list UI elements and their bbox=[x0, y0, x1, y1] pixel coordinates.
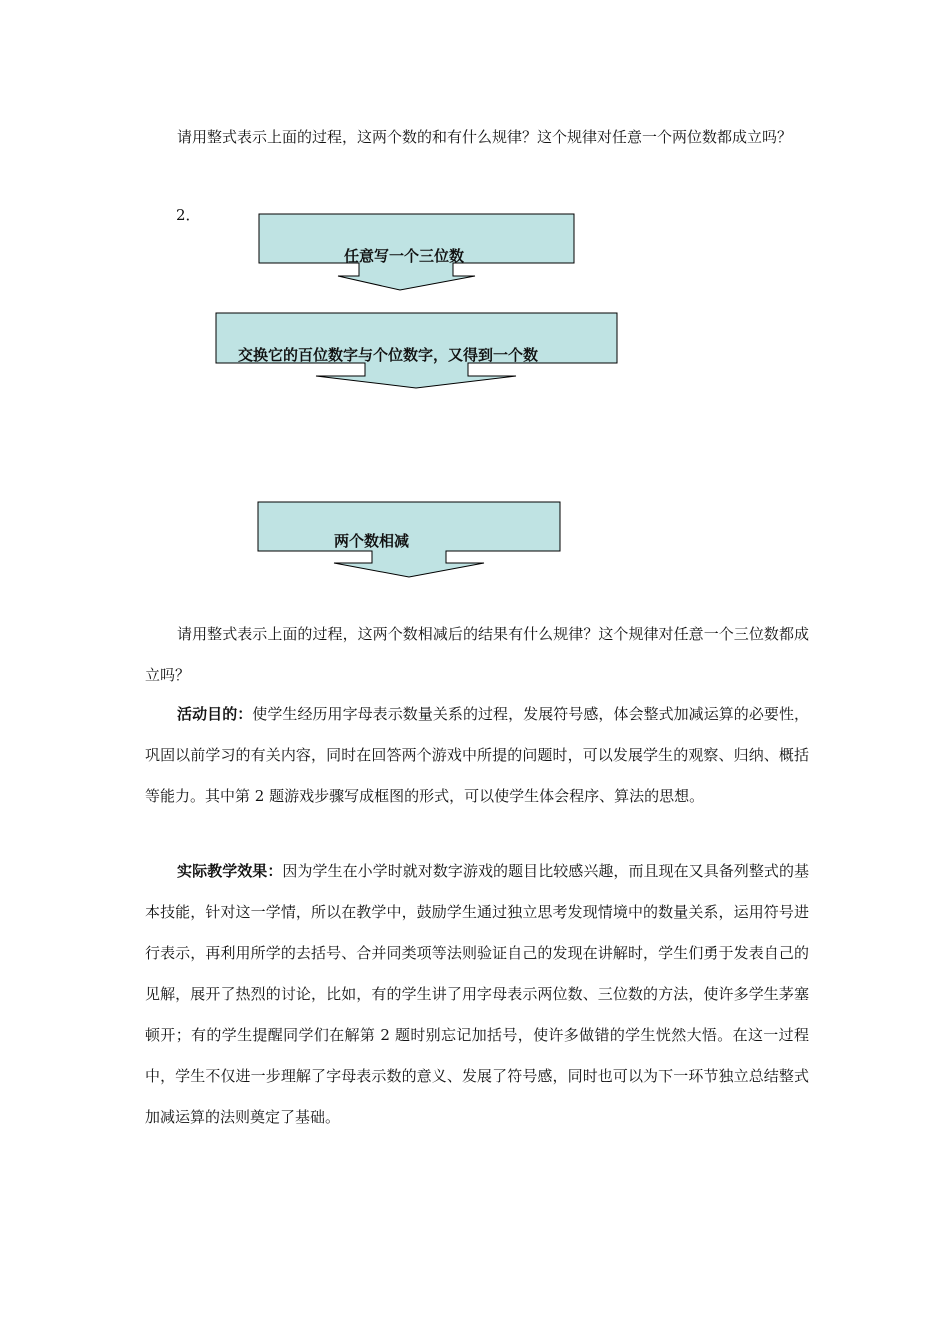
flow-box-2-label: 交换它的百位数字与个位数字，又得到一个数 bbox=[238, 346, 539, 364]
teaching-effect bbox=[145, 851, 809, 1138]
intro-question-text: 请用整式表示上面的过程，这两个数的和有什么规律？这个规律对任意一个两位数都成立吗？ bbox=[177, 128, 793, 146]
flow-box-1-label: 任意写一个三位数 bbox=[344, 247, 465, 265]
step-number: 2． bbox=[176, 206, 201, 224]
activity-goal-text: 使学生经历用字母表示数量关系的过程，发展符号感，体会整式加减运算的必要性，巩固以前学习的有关内容，同时在回答两个游戏中所提的问题时，可以发展学生的观察、归纳、概括等能力。其中第 2 题游戏步骤写成框图的形式，可以使学生体会程序、算法的思想。 bbox=[145, 705, 809, 805]
activity-goal bbox=[145, 694, 809, 817]
flowchart bbox=[0, 0, 950, 600]
flow-box-3-label: 两个数相减 bbox=[334, 532, 410, 550]
followup-question-text: 请用整式表示上面的过程，这两个数相减后的结果有什么规律？这个规律对任意一个三位数都成立吗？ bbox=[145, 625, 809, 684]
teaching-effect-label: 实际教学效果： bbox=[177, 862, 283, 880]
activity-goal-label: 活动目的： bbox=[177, 705, 253, 723]
teaching-effect-text: 因为学生在小学时就对数字游戏的题目比较感兴趣，而且现在又具备列整式的基本技能，针对这一学情，所以在教学中，鼓励学生通过独立思考发现情境中的数量关系，运用符号进行表示，再利用所学的去括号、合并同类项等法则验证自己的发现在讲解时，学生们勇于发表自己的见解，展开了热烈的讨论，比如，有的学生讲了用字母表示两位数、三位数的方法，使许多学生茅塞顿开；有的学生提醒同学们在解第 2 题时别忘记加括号，使许多做错的学生恍然大悟。在这一过程中，学生不仅进一步理解了字母表示数的意义、发展了符号感，同时也可以为下一环节独立总结整式加减运算的法则奠定了基础。 bbox=[145, 862, 809, 1126]
followup-question bbox=[145, 614, 809, 696]
